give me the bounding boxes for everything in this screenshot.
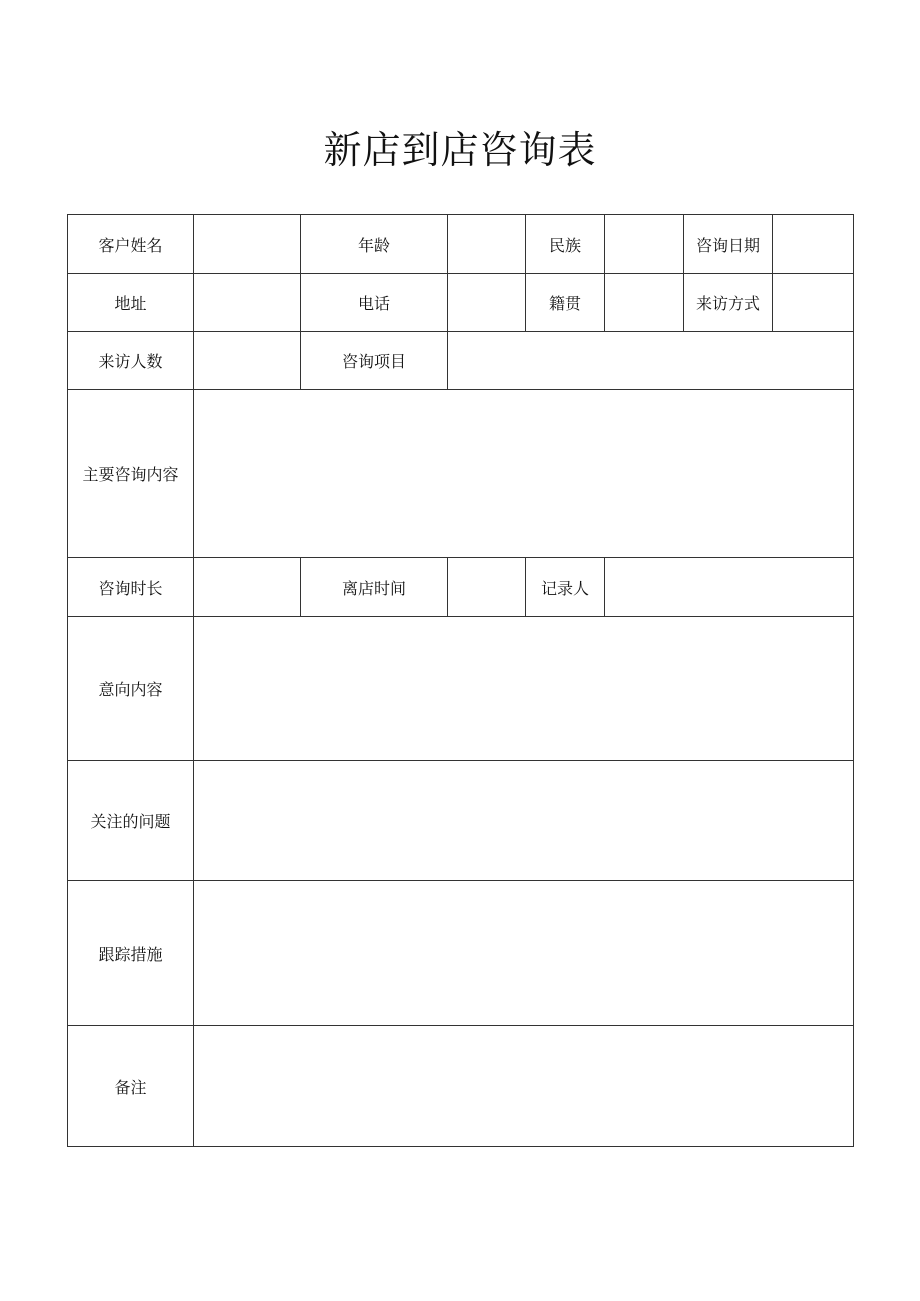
native-place-label: 籍贯 bbox=[526, 274, 605, 332]
table-row bbox=[68, 558, 854, 617]
recorder-label: 记录人 bbox=[526, 558, 605, 617]
consult-duration-label: 咨询时长 bbox=[68, 558, 194, 617]
intention-label: 意向内容 bbox=[68, 617, 194, 761]
age-field[interactable] bbox=[448, 215, 526, 274]
phone-field[interactable] bbox=[448, 274, 526, 332]
table-row bbox=[68, 274, 854, 332]
recorder-field[interactable] bbox=[605, 558, 854, 617]
consult-item-field[interactable] bbox=[448, 332, 854, 390]
main-content-label: 主要咨询内容 bbox=[68, 390, 194, 558]
table-row bbox=[68, 390, 854, 558]
leave-time-label: 离店时间 bbox=[301, 558, 448, 617]
native-place-field[interactable] bbox=[605, 274, 684, 332]
consult-date-label: 咨询日期 bbox=[684, 215, 773, 274]
consult-item-label: 咨询项目 bbox=[301, 332, 448, 390]
visitor-count-label: 来访人数 bbox=[68, 332, 194, 390]
main-content-field[interactable] bbox=[194, 390, 854, 558]
customer-name-label: 客户姓名 bbox=[68, 215, 194, 274]
intention-field[interactable] bbox=[194, 617, 854, 761]
age-label: 年龄 bbox=[301, 215, 448, 274]
customer-name-field[interactable] bbox=[194, 215, 301, 274]
address-label: 地址 bbox=[68, 274, 194, 332]
ethnicity-field[interactable] bbox=[605, 215, 684, 274]
table-row bbox=[68, 332, 854, 390]
ethnicity-label: 民族 bbox=[526, 215, 605, 274]
table-row bbox=[68, 761, 854, 881]
concerns-field[interactable] bbox=[194, 761, 854, 881]
concerns-label: 关注的问题 bbox=[68, 761, 194, 881]
visitor-count-field[interactable] bbox=[194, 332, 301, 390]
visit-method-field[interactable] bbox=[773, 274, 854, 332]
follow-up-field[interactable] bbox=[194, 881, 854, 1026]
consultation-form-table bbox=[67, 214, 854, 1147]
consult-date-field[interactable] bbox=[773, 215, 854, 274]
table-row bbox=[68, 1026, 854, 1147]
remarks-field[interactable] bbox=[194, 1026, 854, 1147]
consult-duration-field[interactable] bbox=[194, 558, 301, 617]
table-row bbox=[68, 881, 854, 1026]
phone-label: 电话 bbox=[301, 274, 448, 332]
table-row bbox=[68, 215, 854, 274]
page-title: 新店到店咨询表 bbox=[323, 128, 597, 172]
table-row bbox=[68, 617, 854, 761]
leave-time-field[interactable] bbox=[448, 558, 526, 617]
remarks-label: 备注 bbox=[68, 1026, 194, 1147]
visit-method-label: 来访方式 bbox=[684, 274, 773, 332]
address-field[interactable] bbox=[194, 274, 301, 332]
follow-up-label: 跟踪措施 bbox=[68, 881, 194, 1026]
